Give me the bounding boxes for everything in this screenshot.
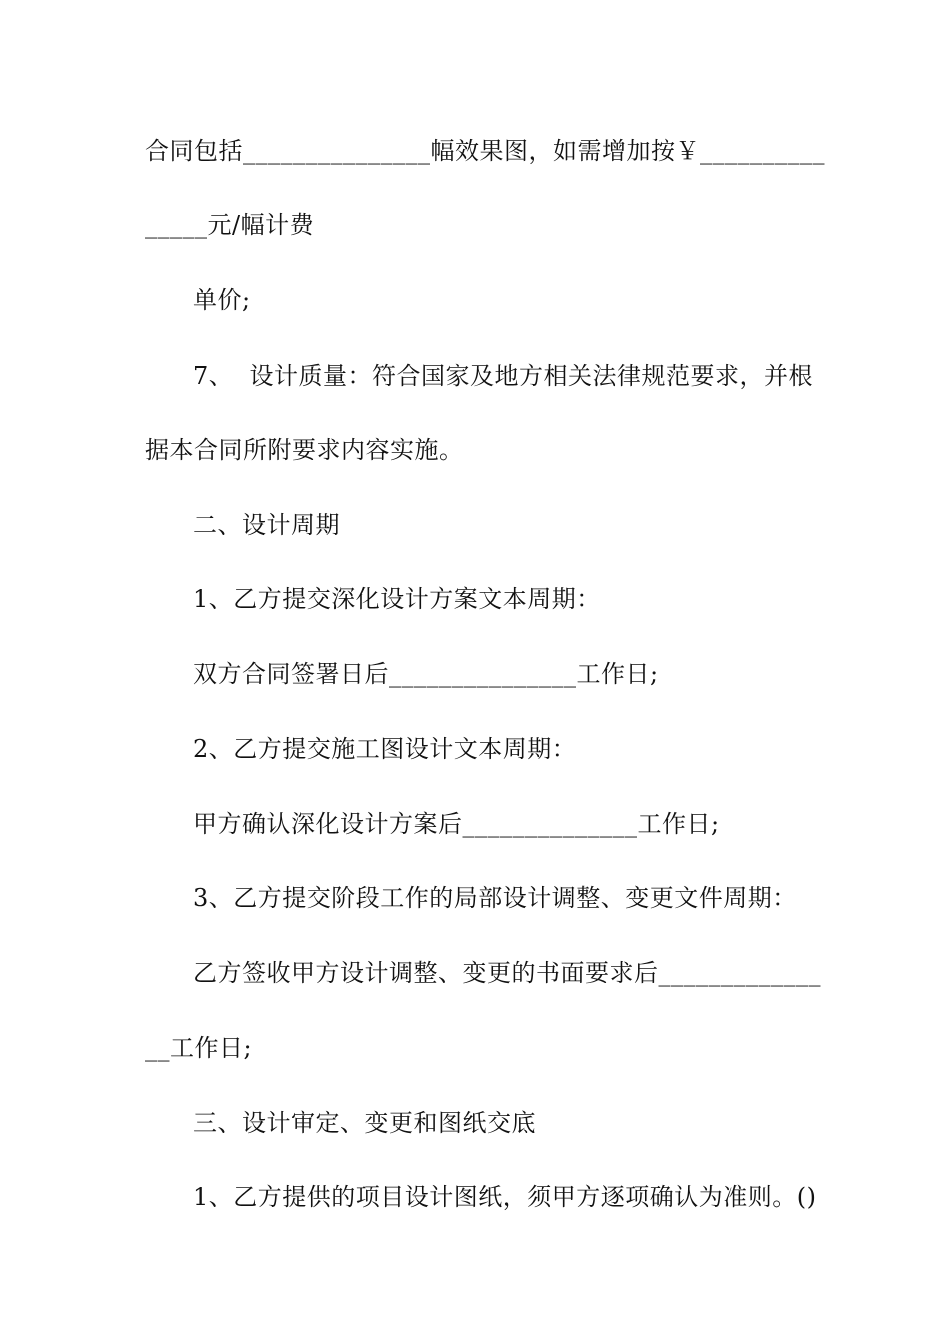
paragraph-line: 据本合同所附要求内容实施。 — [145, 436, 464, 464]
paragraph-line: 7、 设计质量：符合国家及地方相关法律规范要求，并根 — [193, 362, 814, 390]
paragraph-line: 1、乙方提供的项目设计图纸，须甲方逐项确认为准则。() — [193, 1183, 817, 1211]
paragraph-line: 甲方确认深化设计方案后______________工作日; — [193, 810, 720, 838]
paragraph-line: 3、乙方提交阶段工作的局部设计调整、变更文件周期： — [193, 884, 797, 912]
paragraph-line: _____元/幅计费 — [145, 211, 315, 239]
paragraph-line: 合同包括_______________幅效果图，如需增加按￥__________ — [145, 137, 825, 165]
paragraph-line: 双方合同签署日后_______________工作日; — [193, 660, 659, 688]
paragraph-line: 乙方签收甲方设计调整、变更的书面要求后_____________ — [193, 959, 821, 987]
paragraph-line: __工作日; — [145, 1034, 253, 1062]
section-heading: 二、设计周期 — [193, 511, 340, 539]
paragraph-line: 1、乙方提交深化设计方案文本周期： — [193, 585, 601, 613]
paragraph-line: 单价; — [193, 286, 251, 314]
paragraph-line: 2、乙方提交施工图设计文本周期： — [193, 735, 577, 763]
section-heading: 三、设计审定、变更和图纸交底 — [193, 1109, 536, 1137]
